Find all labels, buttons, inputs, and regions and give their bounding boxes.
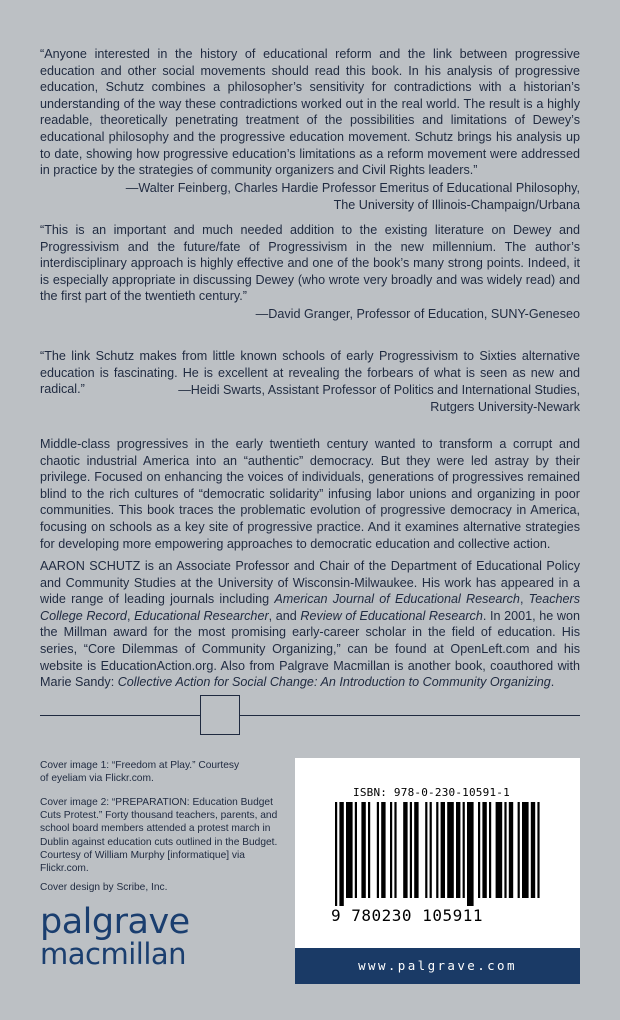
- divider-left: [40, 715, 200, 716]
- barcode-bar: [414, 802, 418, 898]
- barcode-bar: [518, 802, 520, 898]
- author-bio-sep2: ,: [126, 608, 135, 623]
- barcode-bar: [441, 802, 445, 898]
- barcode-bar: [425, 802, 427, 898]
- isbn-label: ISBN: 978-0-230-10591-1: [353, 786, 510, 799]
- barcode-bar: [504, 802, 506, 898]
- barcode-number: 9 780230 105911: [331, 906, 483, 925]
- barcode-bar: [509, 802, 513, 898]
- author-bio-part1: AARON SCHUTZ is an Associate Professor and Chair of the Department of Educational Policy and Community Studies at the University of Wisconsin-Milwaukee. His work has appeared in a wide range of leading journals including: [40, 559, 580, 607]
- barcode-bar: [339, 802, 343, 906]
- author-bio-end: .: [550, 675, 555, 690]
- divider-square: [200, 695, 240, 735]
- author-bio-part2: . In 2001, he won the Millman award for the most promising early-career scholar in the field of education. His series, “Core Dilemmas of Community Organizing,” can be found at OpenLeft.com and his website is EducationAction.org. Also from Palgrave Macmillan is another book, coauthored with Marie Sandy:: [40, 608, 581, 690]
- review-attribution-2-line1: —David Granger, Professor of Education, SUNY-Geneseo: [255, 307, 580, 321]
- cover-credit-1: Cover image 1: “Freedom at Play.” Courtesy of eyeliam via Flickr.com.: [40, 760, 240, 785]
- barcode-bar: [447, 802, 454, 898]
- barcode-bar: [482, 802, 486, 898]
- review-attribution-3-line1: —Heidi Swarts, Assistant Professor of Politics and International Studies,: [178, 383, 580, 397]
- review-attribution-1: [40, 180, 580, 213]
- review-quote-3: “The link Schutz makes from little known schools of early Progressivism to Sixties alternative education is fascinating. He is excellent at revealing the forbears of what is seen as new and radical.”: [40, 349, 580, 397]
- divider-right: [240, 715, 580, 716]
- barcode-bar: [355, 802, 357, 898]
- barcode-bar: [463, 802, 465, 898]
- author-bio-journal1: American Journal of Educational Research: [274, 592, 520, 607]
- barcode-bar: [430, 802, 432, 898]
- publisher-url-strip: www.palgrave.com: [295, 948, 580, 984]
- barcode-bar: [436, 802, 438, 898]
- barcode-bar: [478, 802, 480, 898]
- review-attribution-1-line1: —Walter Feinberg, Charles Hardie Professor Emeritus of Educational Philosophy,: [125, 181, 580, 195]
- barcode-panel: [295, 758, 580, 984]
- barcode-bar: [390, 802, 392, 898]
- barcode-bars: [335, 802, 540, 906]
- barcode-bar: [335, 802, 337, 906]
- author-bio-journal3: Educational Researcher: [134, 608, 269, 623]
- publisher-logo-line2: macmillan: [40, 937, 187, 971]
- barcode-bar: [377, 802, 379, 898]
- cover-credit-2: Cover image 2: “PREPARATION: Education Budget Cuts Protest.” Forty thousand teachers, parents, and school board members attended a protest march in Dublin against education cuts outlined in the Budget. Courtesy of William Murphy [informatique] via Flickr.com.: [40, 797, 278, 875]
- barcode-bar: [394, 802, 396, 898]
- barcode-bar: [403, 802, 407, 898]
- barcode-bar: [410, 802, 412, 898]
- review-attribution-1-line2: The University of Illinois-Champaign/Urbana: [333, 197, 580, 212]
- review-attribution-2: [40, 306, 580, 323]
- author-bio-sep3: , and: [268, 608, 301, 623]
- author-bio-book: Collective Action for Social Change: An Introduction to Community Organizing: [117, 675, 551, 690]
- author-bio-sep1: ,: [519, 592, 529, 607]
- publisher-logo-line1: palgrave: [40, 902, 190, 942]
- barcode-bar: [531, 802, 535, 898]
- author-bio-journal2: Teachers College Record: [40, 592, 580, 623]
- book-description: Middle-class progressives in the early twentieth century wanted to transform a corrupt and chaotic industrial America into an “authentic” democracy. But they were led astray by their privilege. Focused on enhancing the voices of individuals, generations of progressives remained blind to the rich cultures of “democratic solidarity” infusing labor unions and organizing in poor communities. This book traces the problematic evolution of progressive democracy in America, focusing on schools as a key site of progressive practice. And it examines alternative strategies for developing more empowering approaches to democratic education and collective action.: [40, 437, 580, 551]
- barcode-bar: [522, 802, 529, 898]
- barcode-bar: [537, 802, 539, 898]
- publisher-logo: [40, 902, 190, 971]
- cover-design-credit: Cover design by Scribe, Inc.: [40, 882, 168, 893]
- review-attribution-3-line2: Rutgers University-Newark: [430, 399, 580, 414]
- barcode-bar: [368, 802, 370, 898]
- barcode-bar: [489, 802, 491, 898]
- barcode-bar: [346, 802, 353, 898]
- barcode-bar: [496, 802, 503, 898]
- review-quote-1: “Anyone interested in the history of educational reform and the link between progressive education and other social movements should read this book. In his analysis of progressive education, Schutz combines a philosopher’s sensitivity for contradictions with a historian’s understanding of the way these contradictions worked out in the real world. The result is a highly readable, theoretically penetrating treatment of the possibilities and limitations of Dewey’s educational philosophy and the progressive education movement. Schutz brings his analysis up to date, showing how progressive education’s limitations as a reform movement were addressed in practice by the strategies of community organizers and Civil Rights leaders.”: [40, 47, 580, 178]
- review-attribution-3: [40, 382, 580, 415]
- barcode-bar: [381, 802, 385, 898]
- author-bio-journal4: Review of Educational Research: [300, 608, 483, 623]
- review-quote-2: “This is an important and much needed addition to the existing literature on Dewey and Progressivism and the future/fate of Progressivism in the new millennium. The author’s interdisciplinary approach is highly effective and one of the book’s many strong points. Indeed, it is especially appropriate in discussing Dewey (who wrote very broadly and was widely read) and the first part of the twentieth century.”: [40, 223, 580, 304]
- barcode-bar: [361, 802, 365, 898]
- barcode-bar: [467, 802, 474, 906]
- barcode-bar: [456, 802, 460, 898]
- author-bio: [40, 558, 580, 691]
